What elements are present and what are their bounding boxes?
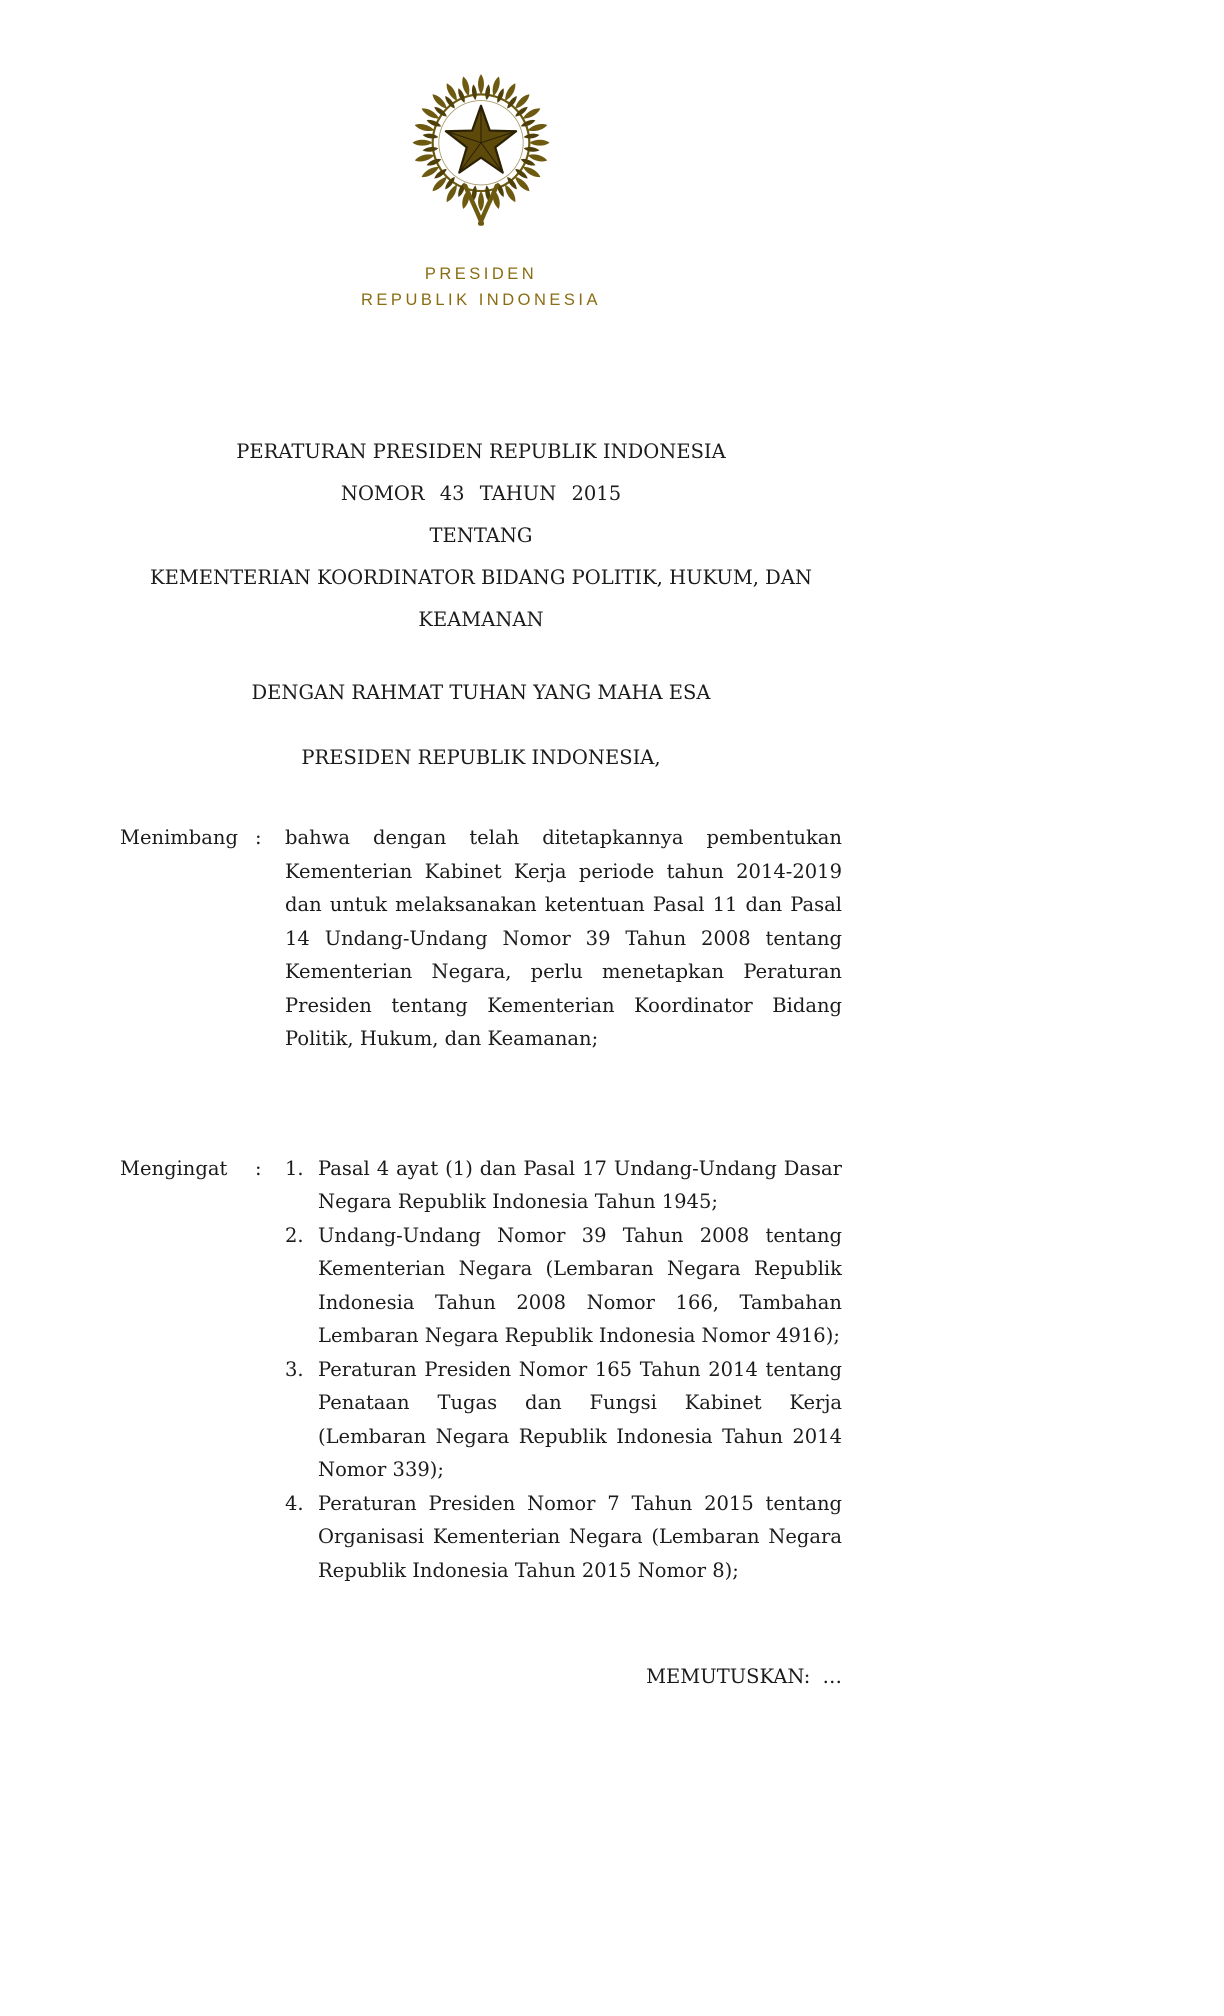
seal-caption	[120, 261, 842, 313]
document-content	[120, 0, 842, 1688]
mengingat-item-text: Pasal 4 ayat (1) dan Pasal 17 Undang-Undang Dasar Negara Republik Indonesia Tahun 1945;	[318, 1156, 842, 1213]
doc-title-tentang: TENTANG	[429, 524, 533, 547]
mengingat-item	[285, 1353, 842, 1487]
invocation-line: DENGAN RAHMAT TUHAN YANG MAHA ESA	[251, 681, 711, 704]
mengingat-section	[120, 1152, 842, 1588]
menimbang-text: bahwa dengan telah ditetapkannya pembentukan Kementerian Kabinet Kerja periode tahun 2014-2019 dan untuk melaksanakan ketentuan Pasal 11 dan Pasal 14 Undang-Undang Nomor 39 Tahun 2008 tentang Kementerian Negara, perlu menetapkan Peraturan Presiden tentang Kementerian Koordinator Bidang Politik, Hukum, dan Keamanan;	[285, 826, 842, 1050]
seal-caption-line1: PRESIDEN	[424, 265, 538, 283]
mengingat-item	[285, 1487, 842, 1588]
doc-title-line1: PERATURAN PRESIDEN REPUBLIK INDONESIA	[236, 440, 726, 463]
mengingat-item-text: Undang-Undang Nomor 39 Tahun 2008 tentang Kementerian Negara (Lembaran Negara Republik Indonesia Tahun 2008 Nomor 166, Tambahan Lembaran Negara Republik Indonesia Nomor 4916);	[318, 1223, 842, 1347]
mengingat-colon: :	[255, 1156, 262, 1180]
mengingat-item-text: Peraturan Presiden Nomor 7 Tahun 2015 tentang Organisasi Kementerian Negara (Lembaran Negara Republik Indonesia Tahun 2015 Nomor 8);	[318, 1491, 842, 1582]
menimbang-colon: :	[255, 826, 262, 849]
mengingat-item-number: 2.	[285, 1223, 304, 1247]
presidential-seal	[120, 0, 842, 313]
menimbang-label: Menimbang	[120, 826, 238, 849]
mengingat-item-number: 4.	[285, 1491, 304, 1515]
mengingat-item-number: 3.	[285, 1357, 304, 1381]
doc-title-block	[120, 431, 842, 641]
authority-line: PRESIDEN REPUBLIK INDONESIA,	[301, 746, 661, 769]
mengingat-item	[285, 1219, 842, 1353]
memutuskan-line: MEMUTUSKAN: …	[646, 1665, 842, 1688]
seal-caption-line2: REPUBLIK INDONESIA	[361, 291, 601, 309]
mengingat-list	[285, 1152, 842, 1588]
mengingat-item-number: 1.	[285, 1156, 304, 1180]
doc-title-subject: KEMENTERIAN KOORDINATOR BIDANG POLITIK, HUKUM, DAN KEAMANAN	[150, 566, 812, 631]
mengingat-item	[285, 1152, 842, 1219]
doc-title-number: NOMOR 43 TAHUN 2015	[340, 482, 622, 505]
menimbang-section	[120, 821, 842, 1056]
mengingat-label: Mengingat	[120, 1156, 228, 1180]
presidential-seal-icon	[393, 68, 569, 235]
mengingat-item-text: Peraturan Presiden Nomor 165 Tahun 2014 tentang Penataan Tugas dan Fungsi Kabinet Kerja (Lembaran Negara Republik Indonesia Tahun 2014 Nomor 339);	[318, 1357, 842, 1481]
